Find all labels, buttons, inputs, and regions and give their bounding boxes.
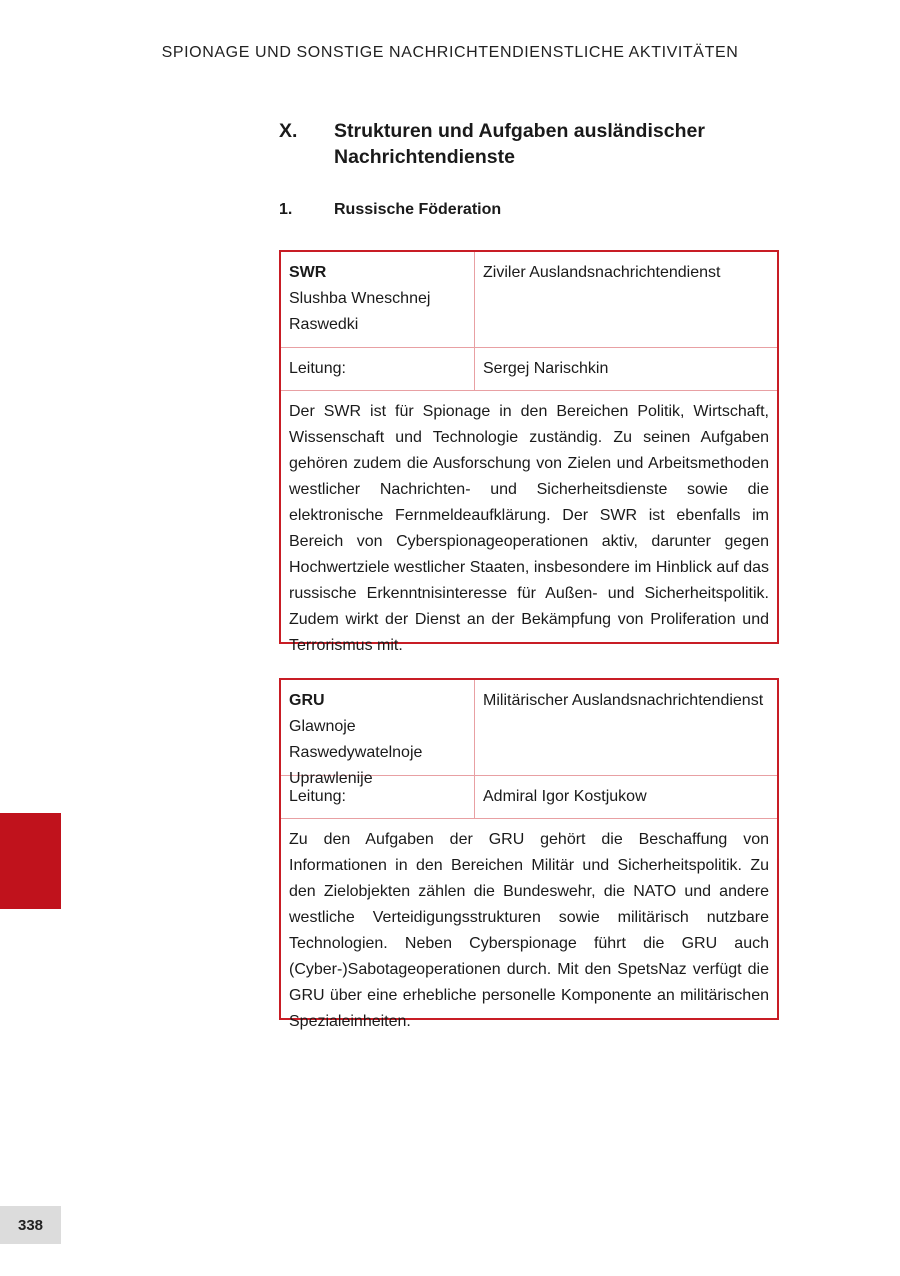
lead-label: Leitung:: [281, 348, 475, 390]
agency-abbreviation: SWR: [289, 264, 327, 281]
agency-type: Militärischer Auslandsnachrichtendienst: [483, 692, 764, 709]
agency-description: Der SWR ist für Spionage in den Bereichen Politik, Wirtschaft, Wissenschaft und Technologie zuständig. Zu seinen Aufgaben gehören zudem die Ausforschung von Zielen und Arbeitsmethoden westlicher Nachrichten- und Sicherheitsdienste sowie die elektronische Fernmeldeaufklärung. Der SWR ist ebenfalls im Bereich von Cyberspionageoperationen aktiv, darunter gegen Hochwertziele westlicher Staaten, insbesondere im Hinblick auf das russische Erkenntnisinteresse für Außen- und Sicherheitspolitik. Zudem wirkt der Dienst an der Bekämpfung von Proliferation und Terrorismus mit.: [289, 403, 769, 654]
running-header: SPIONAGE UND SONSTIGE NACHRICHTENDIENSTLICHE AKTIVITÄTEN: [161, 44, 739, 61]
lead-value: Admiral Igor Kostjukow: [483, 788, 647, 805]
chapter-number: X.: [279, 120, 298, 142]
agency-abbreviation: GRU: [289, 692, 325, 709]
section-heading: [279, 199, 779, 221]
agency-type: Ziviler Auslandsnachrichtendienst: [483, 264, 721, 281]
chapter-side-tab: [0, 813, 61, 909]
lead-label: Leitung:: [281, 776, 475, 818]
section-number: 1.: [279, 201, 293, 218]
agency-name-cell: [281, 252, 475, 347]
agency-name-cell: [281, 680, 475, 787]
agency-header-row: [281, 252, 777, 348]
agency-lead-row: [281, 776, 777, 819]
section-title: Russische Föderation: [334, 201, 502, 218]
chapter-title: Strukturen und Aufgaben ausländischer Nachrichtendienste: [334, 120, 705, 168]
lead-value: Sergej Narischkin: [483, 360, 609, 377]
agency-box-gru: [279, 678, 779, 1030]
agency-description: Zu den Aufgaben der GRU gehört die Beschaffung von Informationen in den Bereichen Militär und Sicherheitspolitik. Zu den Zielobjekten zählen die Bundeswehr, die NATO und andere westliche Verteidigungsstrukturen sowie militärisch nutzbare Technologien. Neben Cyberspionage führt die GRU auch (Cyber-)Sabotageoperationen durch. Mit den SpetsNaz verfügt die GRU über eine erhebliche personelle Komponente an militärischen Spezialeinheiten.: [289, 831, 769, 1030]
agency-full-name: Slushba Wneschnej Raswedki: [289, 290, 431, 333]
chapter-heading: [279, 118, 779, 170]
agency-header-row: [281, 680, 777, 787]
agency-box-swr: [279, 250, 779, 654]
page-number: 338: [0, 1206, 61, 1244]
agency-lead-row: [281, 348, 777, 391]
agency-full-name: Glawnoje Raswedywatelnoje Uprawlenije: [289, 718, 423, 787]
